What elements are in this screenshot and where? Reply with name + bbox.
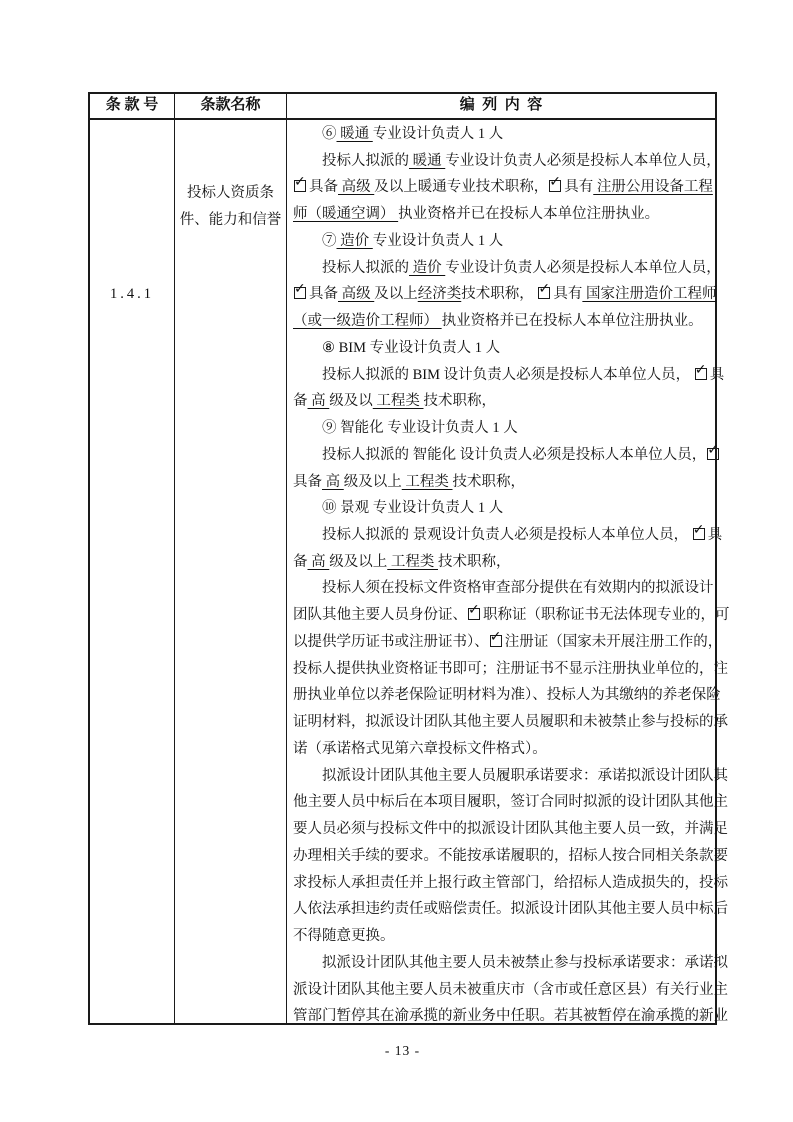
- content-text-segment: 册执业单位以养老保险证明材料为准）、投标人为其缴纳的养老保险: [293, 687, 721, 704]
- content-line: [293, 575, 730, 602]
- content-line: [293, 629, 730, 656]
- content-text-segment: 技术职称，: [461, 286, 538, 303]
- content-text-segment: 证明材料，拟派设计团队其他主要人员履职和未被禁止参与投标的承: [293, 714, 728, 731]
- content-text-segment: ⑥: [322, 126, 337, 142]
- content-line: [293, 816, 730, 843]
- content-line: [293, 736, 730, 763]
- header-content: 编 列 内 容: [459, 97, 543, 113]
- filled-blank-text: 师（暖通空调）: [293, 206, 399, 223]
- content-text-segment: ⑩ 景观 专业设计负责人 1 人: [322, 500, 504, 517]
- content-text-segment: 派设计团队其他主要人员未被重庆市（含市或任意区县）有关行业主: [293, 981, 728, 998]
- content-text-segment: 投标人拟派的 智能化 设计负责人必须是投标人本单位人员，: [322, 446, 707, 463]
- table-body-row: [90, 120, 730, 1025]
- content-text-segment: 投标人拟派的 景观设计负责人必须是投标人本单位人员，: [322, 527, 692, 544]
- content-text-segment: 级及以上: [329, 553, 388, 570]
- content-text-segment: 不得随意更换。: [293, 928, 395, 945]
- content-text-segment: 办理相关手续的要求。不能按承诺履职的，招标人按合同相关条款要: [293, 847, 728, 864]
- content-line: [293, 656, 730, 683]
- clause-name-line: 投标人资质条: [187, 185, 274, 201]
- filled-blank-text: 高级: [338, 179, 375, 196]
- content-line: [293, 709, 730, 736]
- content-text-segment: 具有: [553, 286, 583, 303]
- checked-checkbox-icon: ✓: [468, 602, 480, 619]
- content-text-segment: 技术职称，: [423, 393, 496, 410]
- content-line: [293, 308, 730, 335]
- content-line: [293, 950, 730, 977]
- filled-blank-text: 工程类: [372, 393, 424, 410]
- content-line: [293, 388, 730, 415]
- content-text-segment: 投标人提供执业资格证书即可；注册证书不显示注册执业单位的，注: [293, 660, 728, 677]
- content-text-segment: 职称证（职称证书无法体现专业的，可: [483, 607, 730, 624]
- filled-blank-text: 工程类: [387, 553, 438, 570]
- clause-name-cell: [175, 120, 287, 1023]
- content-line: [293, 228, 730, 255]
- page-number: - 13 -: [384, 1043, 421, 1058]
- header-clause-name: 条款名称: [175, 94, 287, 118]
- content-text-segment: 专业设计负责人 1 人: [372, 126, 504, 142]
- table-header-row: [90, 94, 715, 120]
- content-text-segment: 及以上暖通专业技术职称，: [374, 179, 549, 196]
- checked-checkbox-icon: ✓: [707, 441, 719, 458]
- content-text-segment: 人依法承担违约责任或赔偿责任。拟派设计团队其他主要人员中标后: [293, 901, 728, 918]
- content-line: [293, 549, 730, 576]
- filled-blank-text: 注册公用设备工程: [593, 179, 713, 196]
- content-text-segment: 执业资格并已在投标人本单位注册执业。: [441, 313, 703, 330]
- checked-checkbox-icon: ✓: [694, 361, 707, 378]
- content-text-segment: 具备: [309, 286, 338, 303]
- content-text-segment: 专业设计负责人 1 人: [372, 232, 504, 249]
- content-text-segment: 级及以上: [343, 473, 402, 490]
- content-text-segment: 执业资格并已在投标人本单位注册执业。: [398, 206, 660, 223]
- content-text-segment: 拟派设计团队其他主要人员履职承诺要求：承诺拟派设计团队其: [322, 767, 728, 784]
- filled-blank-text: （或一级造价工程师）: [293, 313, 442, 330]
- content-text-segment: 具备: [309, 179, 338, 196]
- content-line: [293, 148, 730, 175]
- content-text-segment: 专业设计负责人必须是投标人本单位人员，: [445, 152, 721, 169]
- filled-blank-text: 造价: [409, 259, 446, 276]
- content-text-segment: 投标人拟派的: [322, 152, 409, 169]
- checked-checkbox-icon: ✓: [538, 281, 551, 298]
- content-line: [293, 469, 730, 496]
- content-text-segment: 团队其他主要人员身份证、: [293, 607, 467, 624]
- clause-number: 1.4.1: [110, 286, 154, 302]
- clause-name: [175, 180, 286, 234]
- content-line: [293, 602, 730, 629]
- content-line: [293, 174, 730, 201]
- checked-checkbox-icon: ✓: [489, 628, 502, 645]
- content-line: [293, 201, 730, 228]
- filled-blank-text: 经济类: [417, 286, 462, 303]
- content-line: [293, 442, 730, 469]
- filled-blank-text: 工程类: [401, 473, 453, 490]
- content-line: [293, 682, 730, 709]
- clause-name-line: 件、能力和信誉: [179, 212, 282, 228]
- checked-checkbox-icon: ✓: [692, 522, 705, 539]
- content-text: [287, 120, 734, 1030]
- content-text-segment: 备: [293, 393, 308, 410]
- content-line: [293, 763, 730, 790]
- filled-blank-text: 国家注册造价工程师: [582, 286, 717, 303]
- content-line: [293, 255, 730, 282]
- content-line: [293, 843, 730, 870]
- clause-table: [88, 92, 730, 1025]
- content-text-segment: 及以上: [374, 286, 418, 303]
- content-line: [293, 335, 730, 362]
- filled-blank-text: 暖通: [409, 152, 446, 169]
- checked-checkbox-icon: ✓: [549, 174, 561, 191]
- content-line: [293, 789, 730, 816]
- content-text-segment: ⑧ BIM 专业设计负责人 1 人: [322, 339, 501, 356]
- content-text-segment: 具: [707, 527, 723, 544]
- content-text-segment: 具有: [564, 179, 594, 196]
- filled-blank-text: 高: [322, 473, 344, 490]
- filled-blank-text: 高: [307, 553, 330, 570]
- content-line: [293, 362, 730, 389]
- content-line: [293, 495, 730, 522]
- filled-blank-text: 高级: [338, 286, 375, 303]
- content-text-segment: 投标人须在投标文件资格审查部分提供在有效期内的拟派设计: [322, 580, 714, 597]
- content-text-segment: 投标人拟派的: [322, 259, 409, 276]
- content-line: [293, 281, 730, 308]
- content-text-segment: 备: [293, 553, 308, 570]
- content-text-segment: 投标人拟派的 BIM 设计负责人必须是投标人本单位人员，: [322, 366, 694, 383]
- content-text-segment: 专业设计负责人必须是投标人本单位人员，: [445, 259, 721, 276]
- content-text-segment: 具备: [293, 473, 322, 490]
- filled-blank-text: 造价: [336, 232, 373, 249]
- content-text-segment: ⑦: [322, 232, 337, 249]
- content-cell: [287, 120, 734, 1023]
- content-text-segment: 他主要人员中标后在本项目履职，签订合同时拟派的设计团队其他主: [293, 794, 728, 811]
- content-line: [293, 923, 730, 950]
- content-line: [293, 415, 730, 442]
- content-line: [293, 121, 730, 148]
- content-line: [293, 977, 730, 1004]
- content-text-segment: 管部门暂停其在渝承揽的新业务中任职。若其被暂停在渝承揽的新业: [293, 1008, 728, 1025]
- content-text-segment: ⑨ 智能化 专业设计负责人 1 人: [322, 420, 518, 437]
- content-text-segment: 注册证（国家未开展注册工作的，: [504, 633, 723, 650]
- content-text-segment: 级及以: [329, 393, 373, 410]
- filled-blank-text: 高: [307, 393, 330, 410]
- content-text-segment: 拟派设计团队其他主要人员未被禁止参与投标承诺要求：承诺拟: [322, 954, 728, 971]
- content-line: [293, 870, 730, 897]
- header-clause-number: 条 款 号: [90, 94, 175, 118]
- filled-blank-text: 暖通: [336, 126, 373, 142]
- content-line: [293, 896, 730, 923]
- content-text-segment: 求投标人承担责任并上报行政主管部门，给招标人造成损失的，投标: [293, 874, 728, 891]
- content-text-segment: 要人员必须与投标文件中的拟派设计团队其他主要人员一致，并满足: [293, 821, 728, 838]
- checked-checkbox-icon: ✓: [294, 174, 306, 191]
- content-text-segment: 具: [709, 366, 725, 383]
- content-text-segment: 技术职称，: [438, 553, 511, 570]
- content-line: [293, 1003, 730, 1030]
- content-text-segment: 诺（承诺格式见第六章投标文件格式）。: [293, 740, 547, 757]
- content-text-segment: 以提供学历证书或注册证书）、: [293, 633, 489, 650]
- checked-checkbox-icon: ✓: [294, 281, 306, 298]
- clause-number-cell: [90, 120, 175, 1023]
- content-text-segment: 技术职称，: [452, 473, 525, 490]
- content-line: [293, 522, 730, 549]
